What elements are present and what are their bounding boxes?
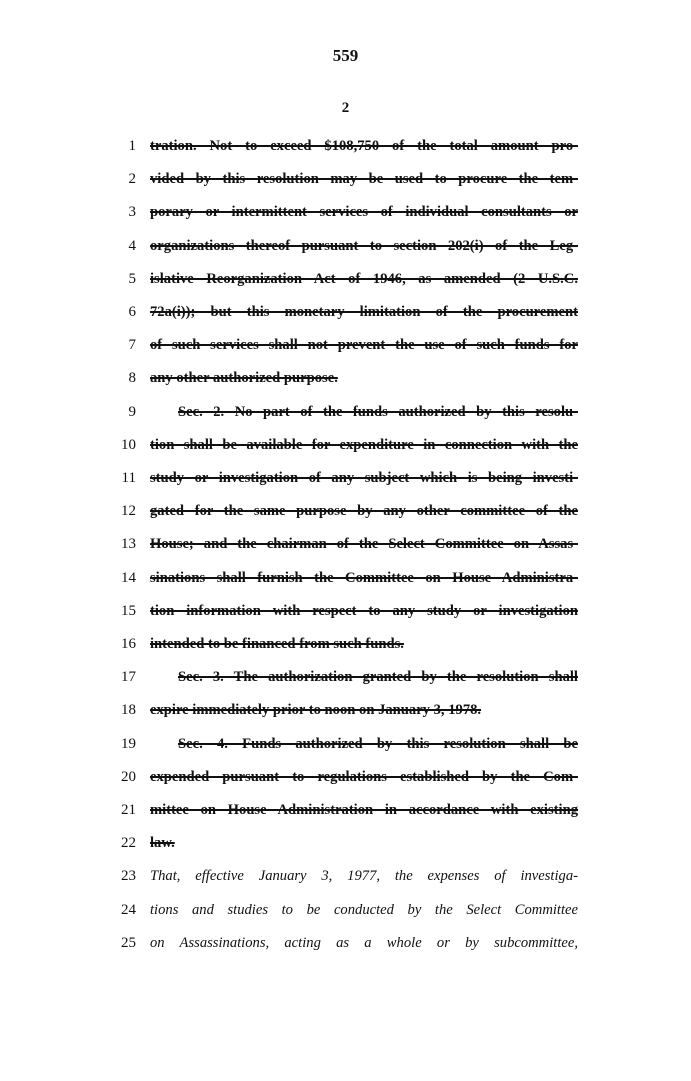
line-text: 72a(i)); but this monetary limitation of the procurement — [150, 304, 578, 320]
struck-text-line — [150, 568, 578, 588]
italic-text-line — [150, 933, 578, 953]
line-number: 4 — [128, 238, 136, 254]
struck-text-line — [150, 202, 578, 222]
line-number: 3 — [128, 204, 136, 220]
line-text: House; and the chairman of the Select Committee on Assas- — [150, 536, 578, 552]
italic-text-line — [150, 900, 578, 920]
line-text: tion information with respect to any study or investigation — [150, 603, 578, 619]
line-text: study or investigation of any subject which is being investi- — [150, 470, 578, 486]
line-text: organizations thereof pursuant to section 202(i) of the Leg- — [150, 238, 578, 254]
struck-text-line — [150, 335, 578, 355]
line-text: Sec. 4. Funds authorized by this resolution shall be — [178, 736, 578, 752]
line-text: law. — [150, 835, 175, 851]
line-text: tions and studies to be conducted by the Select Committee — [150, 902, 578, 918]
struck-text-line — [150, 368, 578, 388]
line-text: sinations shall furnish the Committee on House Administra- — [150, 570, 578, 586]
struck-text-line — [150, 534, 578, 554]
line-text: That, effective January 3, 1977, the expenses of investiga- — [150, 868, 578, 884]
struck-text-line — [150, 833, 578, 853]
line-number: 9 — [128, 404, 136, 420]
struck-text-line — [150, 136, 578, 156]
line-number: 23 — [121, 868, 136, 884]
line-number: 19 — [121, 736, 136, 752]
line-text: gated for the same purpose by any other committee of the — [150, 503, 578, 519]
line-text: expire immediately prior to noon on January 3, 1978. — [150, 702, 482, 718]
line-text: tration. Not to exceed $108,750 of the total amount pro- — [150, 138, 578, 154]
line-number: 8 — [128, 370, 136, 386]
line-text: islative Reorganization Act of 1946, as amended (2 U.S.C. — [150, 271, 578, 287]
line-text: of such services shall not prevent the use of such funds for — [150, 337, 578, 353]
section-number: 2 — [341, 100, 350, 116]
line-number: 7 — [128, 337, 136, 353]
line-number: 22 — [121, 835, 136, 851]
line-number: 11 — [121, 470, 136, 486]
line-text: mittee on House Administration in accordance with existing — [150, 802, 578, 818]
struck-text-line — [150, 734, 578, 754]
line-text: intended to be financed from such funds. — [150, 636, 404, 652]
line-number: 1 — [128, 138, 136, 154]
struck-text-line — [150, 269, 578, 289]
line-number: 17 — [121, 669, 136, 685]
line-text: vided by this resolution may be used to procure the tem- — [150, 171, 578, 187]
line-text: on Assassinations, acting as a whole or by subcommittee, — [150, 935, 578, 951]
line-number: 10 — [121, 437, 136, 453]
line-number: 14 — [121, 570, 136, 586]
italic-text-line — [150, 866, 578, 886]
struck-text-line — [150, 767, 578, 787]
struck-text-line — [150, 236, 578, 256]
line-number: 6 — [128, 304, 136, 320]
line-number: 13 — [121, 536, 136, 552]
struck-text-line — [150, 800, 578, 820]
struck-text-line — [150, 468, 578, 488]
line-text: tion shall be available for expenditure in connection with the — [150, 437, 578, 453]
struck-text-line — [150, 501, 578, 521]
struck-text-line — [150, 169, 578, 189]
struck-text-line — [150, 667, 578, 687]
page-number: 559 — [332, 46, 359, 65]
line-number: 12 — [121, 503, 136, 519]
line-number: 5 — [128, 271, 136, 287]
line-number: 18 — [121, 702, 136, 718]
line-number: 24 — [121, 902, 136, 918]
line-text: porary or intermittent services of individual consultants or — [150, 204, 578, 220]
struck-text-line — [150, 402, 578, 422]
struck-text-line — [150, 302, 578, 322]
line-text: Sec. 2. No part of the funds authorized by this resolu- — [178, 404, 578, 420]
line-text: expended pursuant to regulations established by the Com- — [150, 769, 578, 785]
line-number: 15 — [121, 603, 136, 619]
line-number: 2 — [128, 171, 136, 187]
struck-text-line — [150, 435, 578, 455]
line-number: 21 — [121, 802, 136, 818]
struck-text-line — [150, 700, 578, 720]
line-text: Sec. 3. The authorization granted by the resolution shall — [178, 669, 578, 685]
struck-text-line — [150, 634, 578, 654]
line-number: 20 — [121, 769, 136, 785]
line-number: 16 — [121, 636, 136, 652]
struck-text-line — [150, 601, 578, 621]
line-number: 25 — [121, 935, 136, 951]
line-text: any other authorized purpose. — [150, 370, 338, 386]
